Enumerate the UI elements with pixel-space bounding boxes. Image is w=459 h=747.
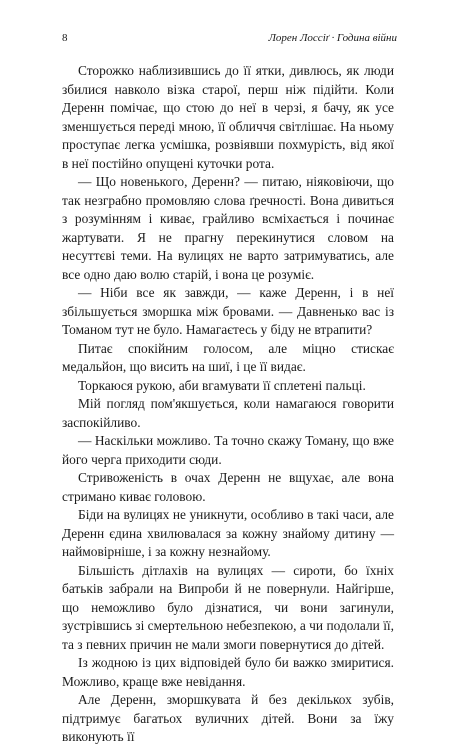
page-header (62, 30, 397, 46)
page-body (62, 62, 394, 747)
paragraph: Сторожко наблизившись до її ятки, дивлюсь, як люди збилися навколо візка старої, перш ніж підійти. Коли Деренн помічає, що стою до неї в черзі, я бачу, як усе зменшується переді мною, її обличчя світлішає. На ньому проступає легка усмішка, розвіявши похмурість, від якої в неї постійно опущені куточки рота. (62, 63, 394, 171)
paragraph: Із жодною із цих відповідей було би важко змиритися. Можливо, краще вже невідання. (62, 655, 394, 689)
paragraph: Більшість дітлахів на вулицях — сироти, бо їхніх батьків забрали на Випроби й не повернули. Найгірше, що неможливо було дізнатися, чи вони загинули, зустрівшись зі смертельною небезпекою, а чи подолали її, та з певних причин не мали змоги повернутися до дітей. (62, 562, 394, 652)
header-separator: · (331, 32, 335, 44)
page-number: 8 (62, 32, 68, 44)
running-head (268, 30, 397, 46)
book-title: Година війни (336, 32, 397, 44)
paragraph: Мій погляд пом'якшується, коли намагаюся говорити заспокійливо. (62, 396, 394, 430)
paragraph: Але Деренн, зморшкувата й без декількох зубів, підтримує багатьох вуличних дітей. Вони за їжу виконують її (62, 692, 394, 744)
paragraph: — Наскільки можливо. Та точно скажу Томану, що вже його черга приходити сюди. (62, 433, 394, 467)
author-name: Лорен Лоссіґ (268, 32, 330, 44)
paragraph: Стривоженість в очах Деренн не вщухає, але вона стримано киває головою. (62, 470, 394, 504)
paragraph: — Ніби все як завжди, — каже Деренн, і в неї збільшується зморшка між бровами. — Давненько вас із Томаном тут не було. Намагаєтесь у біду не втрапити? (62, 285, 394, 337)
paragraph: Біди на вулицях не уникнути, особливо в такі часи, але Деренн єдина хвилювалася за кожну знайому дитину — наймовірніше, і за кожну незнайому. (62, 507, 394, 559)
paragraph: Торкаюся рукою, аби вгамувати її сплетені пальці. (78, 377, 366, 393)
paragraph: — Що новенького, Деренн? — питаю, ніяковіючи, що так незграбно промовляю слова ґречності. Вона дивиться з розумінням і киває, грайливо всміхається і починає жартувати. Я не прагну перекинутися словом на несуттєві теми. На вулицях не варто затримуватись, але все одно даю волю старій, і вона це розуміє. (62, 174, 394, 282)
paragraph: Питає спокійним голосом, але міцно стискає медальйон, що висить на шиї, і це її видає. (62, 340, 394, 374)
